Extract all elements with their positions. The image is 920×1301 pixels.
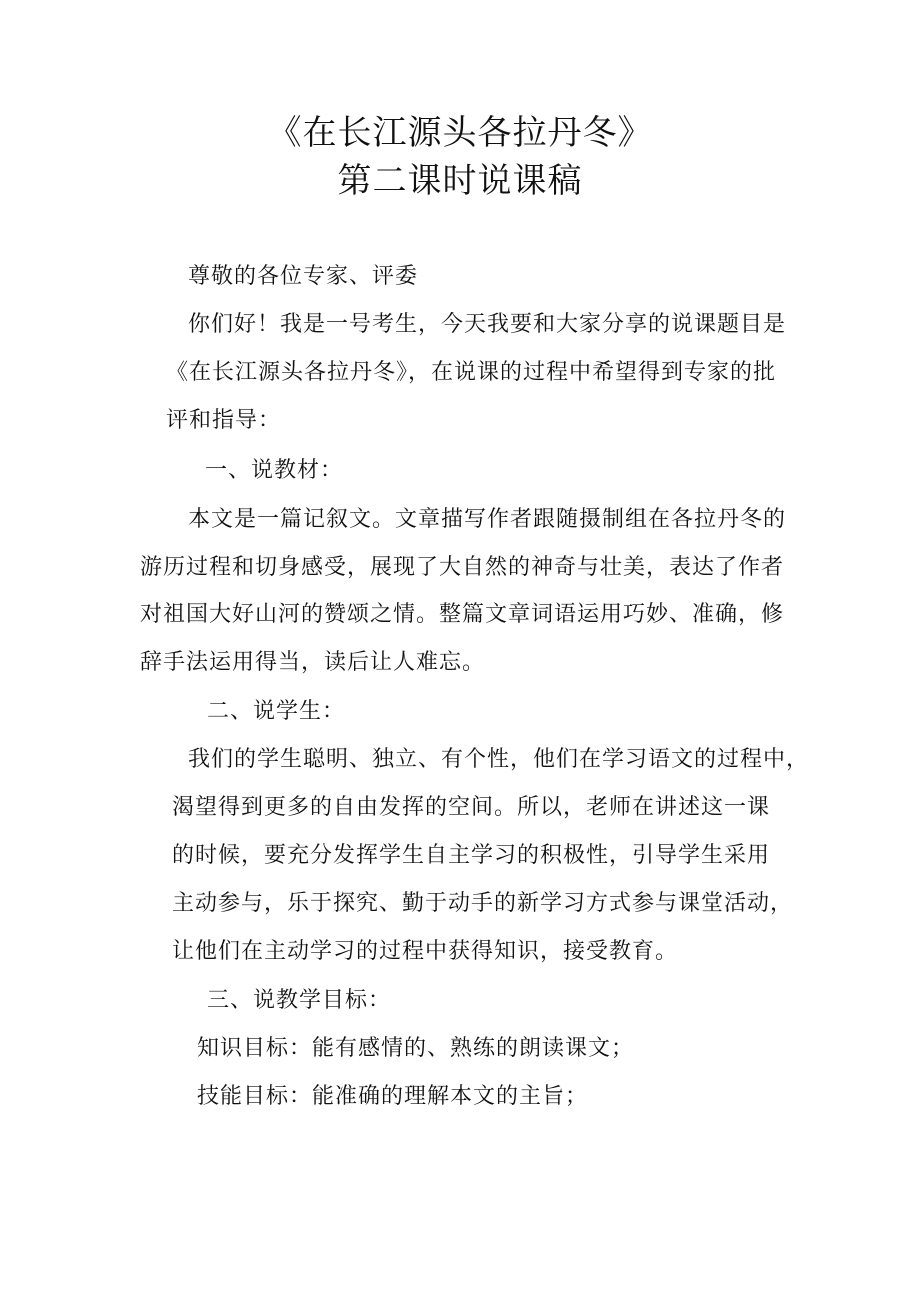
paragraph-line: 本文是一篇记叙文。文章描写作者跟随摄制组在各拉丹冬的 [188,507,787,532]
paragraph-line: 游历过程和切身感受，展现了大自然的神奇与壮美，表达了作者 [140,555,785,580]
paragraph-line: 的时候，要充分发挥学生自主学习的积极性，引导学生采用 [172,843,771,868]
document-title: 《在长江源头各拉丹冬》 [267,113,653,153]
document-subtitle: 第二课时说课稿 [337,161,583,201]
paragraph-line: 技能目标：能准确的理解本文的主旨； [197,1084,589,1109]
section-heading: 一、说教材： [205,458,344,483]
paragraph-line: 渴望得到更多的自由发挥的空间。所以，老师在讲述这一课 [172,795,771,820]
paragraph-line: 辞手法运用得当，读后让人难忘。 [140,650,486,675]
intro-line: 《在长江源头各拉丹冬》，在说课的过程中希望得到专家的批 [166,360,777,385]
paragraph-line: 主动参与，乐于探究、勤于动手的新学习方式参与课堂活动， [172,891,794,916]
section-heading: 二、说学生： [207,699,346,724]
paragraph-line: 让他们在主动学习的过程中获得知识，接受教育。 [172,939,679,964]
section-heading: 三、说教学目标： [207,988,392,1013]
paragraph-line: 对祖国大好山河的赞颂之情。整篇文章词语运用巧妙、准确，修 [140,602,785,627]
salutation: 尊敬的各位专家、评委 [188,264,419,289]
paragraph-line: 知识目标：能有感情的、熟练的朗读课文； [197,1036,635,1061]
intro-line: 评和指导： [166,408,282,433]
intro-line: 你们好！我是一号考生，今天我要和大家分享的说课题目是 [188,312,787,337]
paragraph-line: 我们的学生聪明、独立、有个性，他们在学习语文的过程中， [188,747,810,772]
